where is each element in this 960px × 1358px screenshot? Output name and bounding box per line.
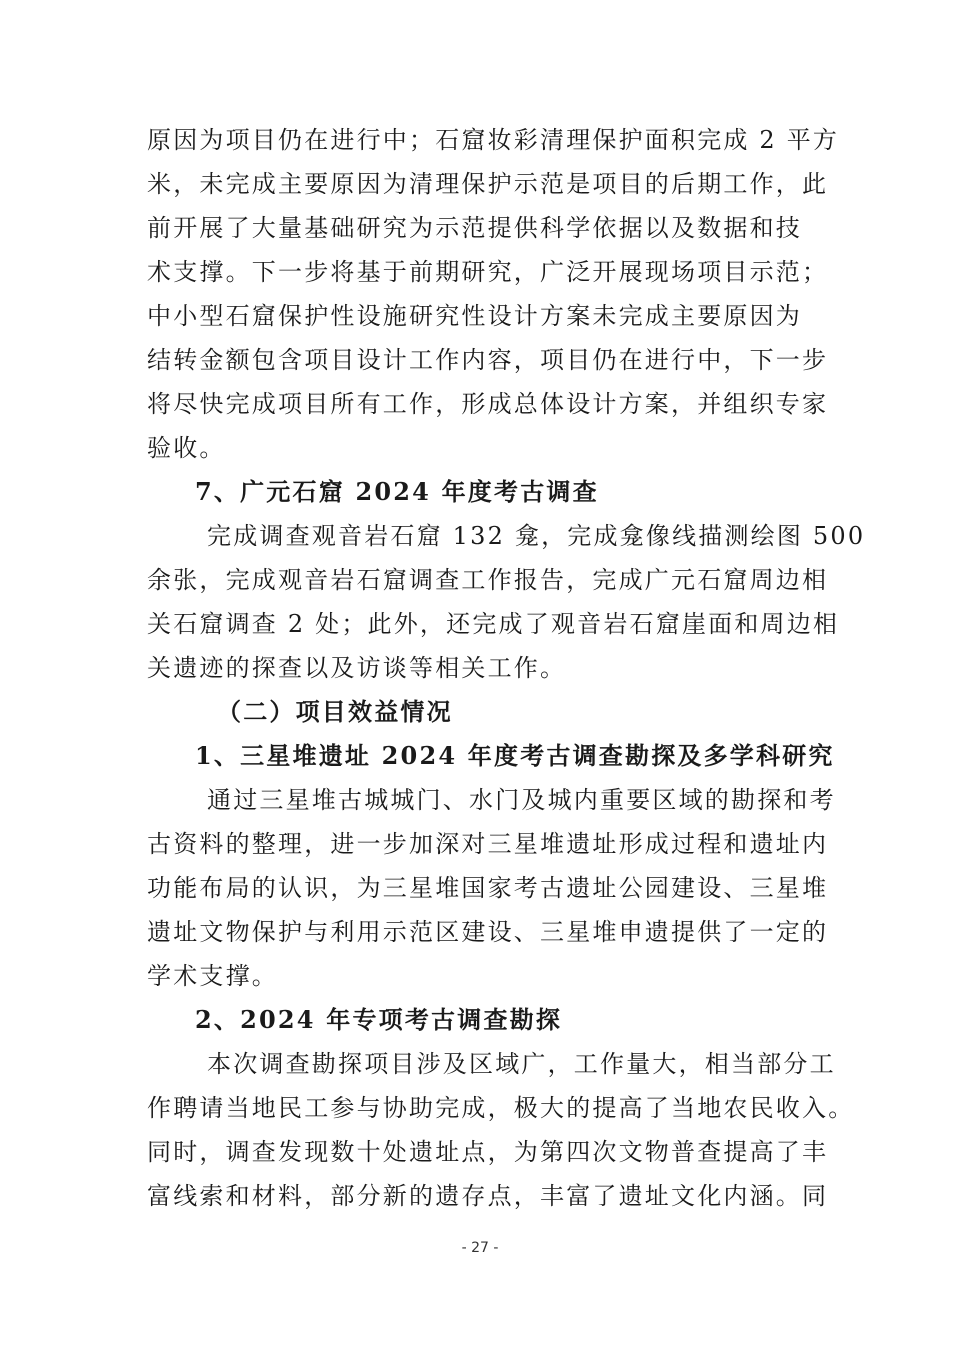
paragraph-line: 同时，调查发现数十处遗址点，为第四次文物普查提高了丰: [147, 1138, 829, 1166]
paragraph-line: 作聘请当地民工参与协助完成，极大的提高了当地农民收入。: [147, 1094, 855, 1122]
page-number: - 27 -: [461, 1240, 499, 1256]
paragraph-line: 余张，完成观音岩石窟调查工作报告，完成广元石窟周边相: [147, 566, 829, 594]
subheading-guangyuan-survey: 7、广元石窟 2024 年度考古调查: [195, 477, 599, 506]
paragraph-line: 遗址文物保护与利用示范区建设、三星堆申遗提供了一定的: [147, 918, 829, 946]
section-heading-benefits: （二）项目效益情况: [217, 697, 453, 726]
paragraph-line: 米，未完成主要原因为清理保护示范是项目的后期工作，此: [147, 170, 829, 198]
paragraph-line: 关石窟调查 2 处；此外，还完成了观音岩石窟崖面和周边相: [147, 610, 840, 638]
paragraph-line: 验收。: [147, 434, 226, 462]
paragraph-line: 将尽快完成项目所有工作，形成总体设计方案，并组织专家: [147, 390, 829, 418]
paragraph-line: 原因为项目仍在进行中；石窟妆彩清理保护面积完成 2 平方: [147, 126, 840, 154]
paragraph-line: 结转金额包含项目设计工作内容，项目仍在进行中，下一步: [147, 346, 829, 374]
subheading-sanxingdui: 1、三星堆遗址 2024 年度考古调查勘探及多学科研究: [195, 741, 835, 770]
paragraph-line: 古资料的整理，进一步加深对三星堆遗址形成过程和遗址内: [147, 830, 829, 858]
document-body: [147, 118, 866, 1218]
paragraph-line: 功能布局的认识，为三星堆国家考古遗址公园建设、三星堆: [147, 874, 829, 902]
paragraph-line: 中小型石窟保护性设施研究性设计方案未完成主要原因为: [147, 302, 802, 330]
paragraph-line: 术支撑。下一步将基于前期研究，广泛开展现场项目示范；: [147, 258, 829, 286]
paragraph-line: 关遗迹的探查以及访谈等相关工作。: [147, 654, 567, 682]
paragraph-line: 前开展了大量基础研究为示范提供科学依据以及数据和技: [147, 214, 802, 242]
subheading-special-survey: 2、2024 年专项考古调查勘探: [195, 1005, 563, 1034]
paragraph-line: 学术支撑。: [147, 962, 278, 990]
paragraph-line: 本次调查勘探项目涉及区域广，工作量大，相当部分工: [207, 1050, 836, 1078]
paragraph-line: 完成调查观音岩石窟 132 龛，完成龛像线描测绘图 500: [207, 522, 866, 550]
paragraph-line: 通过三星堆古城城门、水门及城内重要区域的勘探和考: [207, 786, 836, 814]
paragraph-line: 富线索和材料，部分新的遗存点，丰富了遗址文化内涵。同: [147, 1182, 829, 1210]
